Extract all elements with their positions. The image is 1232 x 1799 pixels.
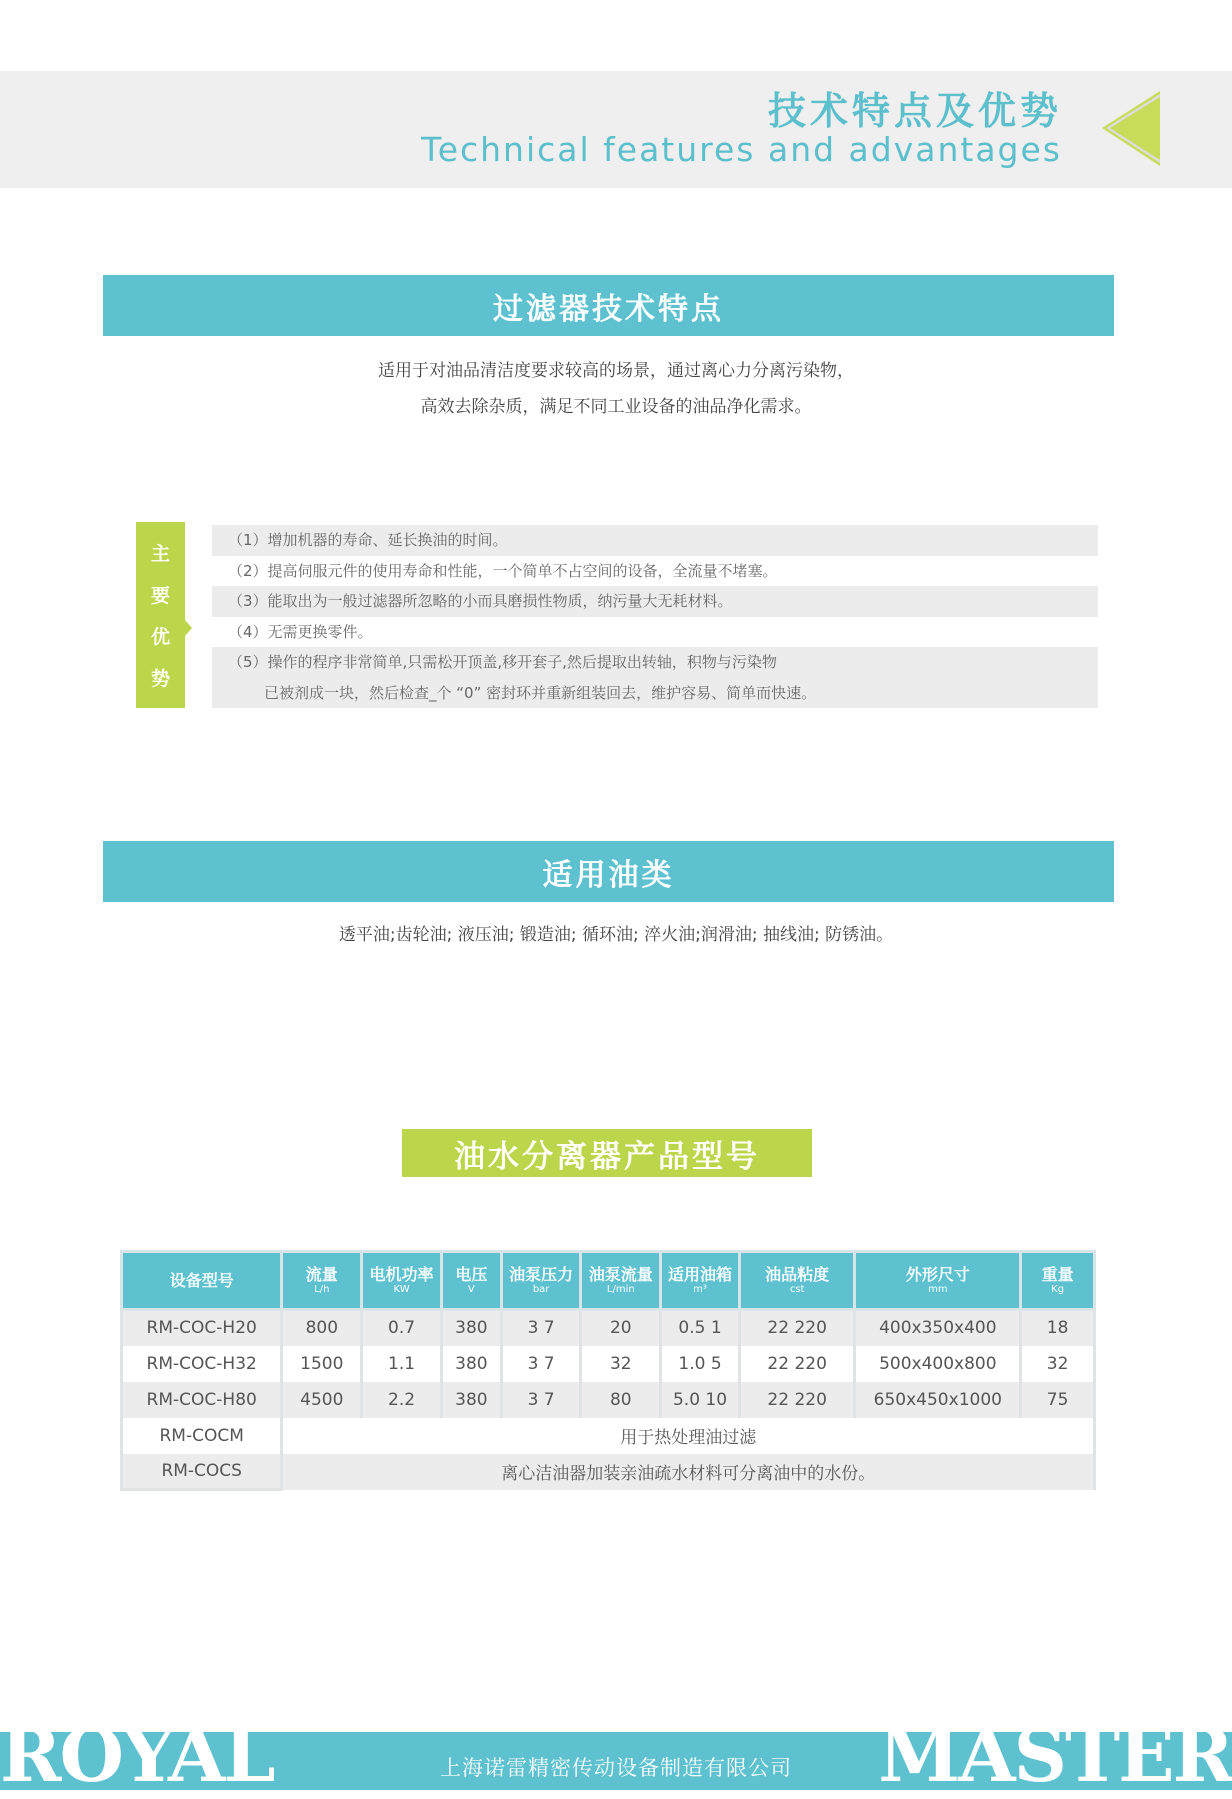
table-cell: 380 xyxy=(441,1382,501,1418)
table-cell: 20 xyxy=(581,1310,661,1346)
table-cell: 18 xyxy=(1021,1310,1095,1346)
table-cell: RM-COCM xyxy=(122,1418,282,1454)
table-cell: 0.5 1 xyxy=(661,1310,740,1346)
master-logo: MASTER xyxy=(878,1713,1232,1799)
table-cell: 3 7 xyxy=(501,1382,581,1418)
advantage-item: （1）增加机器的寿命、延长换油的时间。 xyxy=(212,525,1098,556)
column-header: 油泵压力 bar xyxy=(501,1252,581,1310)
section-title-filter-features: 过滤器技术特点 xyxy=(103,275,1114,336)
table-cell: 32 xyxy=(1021,1346,1095,1382)
table-cell: 800 xyxy=(282,1310,362,1346)
triangle-arrow-icon xyxy=(1102,91,1160,166)
column-header: 电机功率 KW xyxy=(362,1252,442,1310)
table-cell: 22 220 xyxy=(739,1310,855,1346)
product-models-title: 油水分离器产品型号 xyxy=(402,1129,812,1177)
table-cell: 1.1 xyxy=(362,1346,442,1382)
advantage-item: （4）无需更换零件。 xyxy=(228,622,373,641)
table-cell: 75 xyxy=(1021,1382,1095,1418)
table-header-row xyxy=(122,1252,1095,1310)
column-header: 外形尺寸 mm xyxy=(855,1252,1021,1310)
table-cell: RM-COC-H80 xyxy=(122,1382,282,1418)
label-pointer xyxy=(185,620,192,636)
table-cell: 3 7 xyxy=(501,1346,581,1382)
column-header: 重量 Kg xyxy=(1021,1252,1095,1310)
oil-types-text: 透平油;齿轮油; 液压油; 锻造油; 循环油; 淬火油;润滑油; 抽线油; 防锈油。 xyxy=(338,925,894,945)
column-header: 流量 L/h xyxy=(282,1252,362,1310)
description-line: 适用于对油品清洁度要求较高的场景，通过离心力分离污染物， xyxy=(378,361,854,381)
table-cell: 1500 xyxy=(282,1346,362,1382)
royal-logo: ROYAL xyxy=(0,1713,274,1799)
table-cell: 32 xyxy=(581,1346,661,1382)
table-cell: 0.7 xyxy=(362,1310,442,1346)
table-cell: 用于热处理油过滤 xyxy=(282,1418,1095,1454)
column-header: 油泵流量 L/min xyxy=(581,1252,661,1310)
product-table xyxy=(120,1250,1096,1491)
table-cell: 1.0 5 xyxy=(661,1346,740,1382)
table-cell: 3 7 xyxy=(501,1310,581,1346)
column-header: 油品粘度 cst xyxy=(739,1252,855,1310)
column-header: 适用油箱 m³ xyxy=(661,1252,740,1310)
label-char: 主 xyxy=(150,543,170,566)
table-cell: 离心洁油器加装亲油疏水材料可分离油中的水份。 xyxy=(282,1454,1095,1490)
advantage-item: （2）提高伺服元件的使用寿命和性能，一个简单不占空间的设备，全流量不堵塞。 xyxy=(228,561,778,580)
company-name: 上海诺雷精密传动设备制造有限公司 xyxy=(440,1756,792,1780)
column-header: 设备型号 xyxy=(122,1252,282,1310)
label-char: 要 xyxy=(150,584,170,607)
description-line: 高效去除杂质，满足不同工业设备的油品净化需求。 xyxy=(420,397,812,417)
table-cell: 80 xyxy=(581,1382,661,1418)
table-row xyxy=(122,1310,1095,1346)
table-row xyxy=(122,1454,1095,1490)
table-cell: RM-COCS xyxy=(122,1454,282,1490)
label-char: 优 xyxy=(150,626,170,649)
column-header: 电压 V xyxy=(441,1252,501,1310)
table-cell: 380 xyxy=(441,1346,501,1382)
header-title-en: Technical features and advantages xyxy=(421,130,1062,169)
section-title-oil-types: 适用油类 xyxy=(103,841,1114,902)
table-cell: 650x450x1000 xyxy=(855,1382,1021,1418)
main-advantages-label xyxy=(136,522,185,708)
table-row xyxy=(122,1418,1095,1454)
table-cell: 500x400x800 xyxy=(855,1346,1021,1382)
table-cell: 2.2 xyxy=(362,1382,442,1418)
table-cell: 400x350x400 xyxy=(855,1310,1021,1346)
table-cell: 22 220 xyxy=(739,1346,855,1382)
table-cell: RM-COC-H20 xyxy=(122,1310,282,1346)
advantage-text: 已被剂成一块，然后检查_个 “0” 密封环并重新组装回去，维护容易、简单而快速。 xyxy=(264,683,817,702)
table-cell: 22 220 xyxy=(739,1382,855,1418)
table-cell: 380 xyxy=(441,1310,501,1346)
advantage-item: （3）能取出为一般过滤器所忽略的小而具磨损性物质，纳污量大无耗材料。 xyxy=(212,586,1098,617)
label-char: 势 xyxy=(150,667,170,690)
advantage-text: （5）操作的程序非常简单,只需松开顶盖,移开套子,然后提取出转轴，积物与污染物 xyxy=(228,653,777,671)
table-row xyxy=(122,1382,1095,1418)
table-cell: 4500 xyxy=(282,1382,362,1418)
advantage-item xyxy=(212,647,1098,708)
advantages-list xyxy=(212,525,1098,708)
table-row xyxy=(122,1346,1095,1382)
table-cell: RM-COC-H32 xyxy=(122,1346,282,1382)
header-title-cn: 技术特点及优势 xyxy=(767,89,1062,133)
table-cell: 5.0 10 xyxy=(661,1382,740,1418)
